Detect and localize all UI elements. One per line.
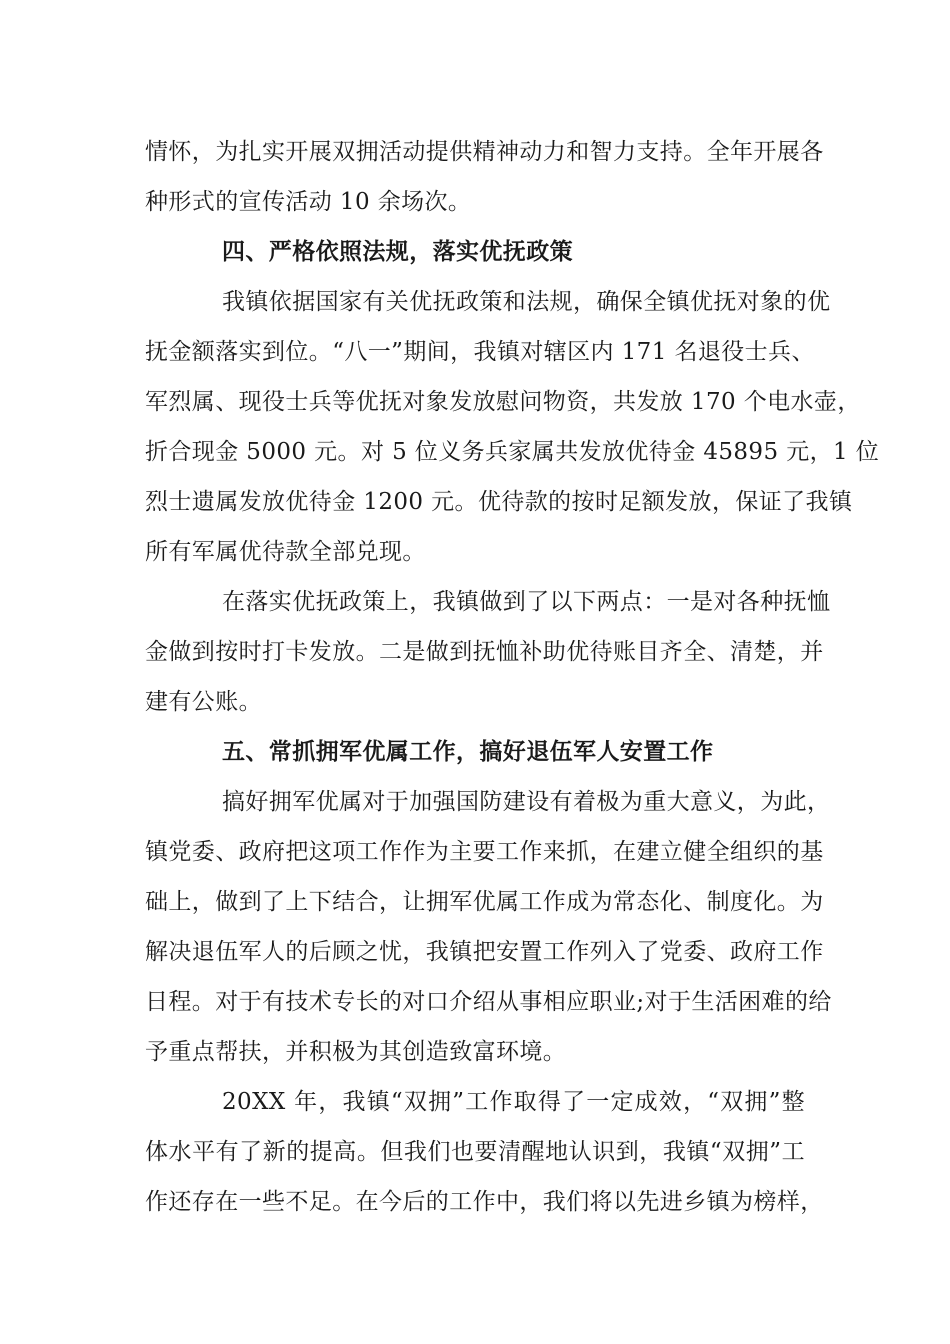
paragraph-line: 解决退伍军人的后顾之忧，我镇把安置工作列入了党委、政府工作 <box>145 939 824 965</box>
paragraph-line: 抚金额落实到位。“八一”期间，我镇对辖区内 171 名退役士兵、 <box>145 339 815 365</box>
section-heading: 五、常抓拥军优属工作，搞好退伍军人安置工作 <box>222 738 714 765</box>
paragraph-line: 种形式的宣传活动 10 余场次。 <box>145 189 472 215</box>
paragraph-line: 日程。对于有技术专长的对口介绍从事相应职业;对于生活困难的给 <box>145 989 832 1015</box>
paragraph-line: 予重点帮扶，并积极为其创造致富环境。 <box>145 1039 567 1065</box>
paragraph-line: 体水平有了新的提高。但我们也要清醒地认识到，我镇“双拥”工 <box>145 1139 805 1165</box>
paragraph-line: 所有军属优待款全部兑现。 <box>145 539 426 565</box>
paragraph-line: 折合现金 5000 元。对 5 位义务兵家属共发放优待金 45895 元，1 位 <box>145 439 880 465</box>
paragraph-line: 情怀，为扎实开展双拥活动提供精神动力和智力支持。全年开展各 <box>145 139 824 165</box>
paragraph-line: 20XX 年，我镇“双拥”工作取得了一定成效，“双拥”整 <box>222 1089 805 1115</box>
paragraph-line: 础上，做到了上下结合，让拥军优属工作成为常态化、制度化。为 <box>145 889 824 915</box>
paragraph-line: 在落实优抚政策上，我镇做到了以下两点：一是对各种抚恤 <box>222 589 831 615</box>
section-heading: 四、严格依照法规，落实优抚政策 <box>222 238 573 265</box>
paragraph-line: 建有公账。 <box>145 689 262 715</box>
paragraph-line: 搞好拥军优属对于加强国防建设有着极为重大意义，为此， <box>222 789 831 815</box>
paragraph-line: 我镇依据国家有关优抚政策和法规，确保全镇优抚对象的优 <box>222 289 831 315</box>
paragraph-line: 金做到按时打卡发放。二是做到抚恤补助优待账目齐全、清楚，并 <box>145 639 824 665</box>
paragraph-line: 军烈属、现役士兵等优抚对象发放慰问物资，共发放 170 个电水壶， <box>145 389 861 415</box>
paragraph-line: 烈士遗属发放优待金 1200 元。优待款的按时足额发放，保证了我镇 <box>145 489 853 515</box>
paragraph-line: 作还存在一些不足。在今后的工作中，我们将以先进乡镇为榜样， <box>145 1189 824 1215</box>
paragraph-line: 镇党委、政府把这项工作作为主要工作来抓，在建立健全组织的基 <box>145 839 824 865</box>
